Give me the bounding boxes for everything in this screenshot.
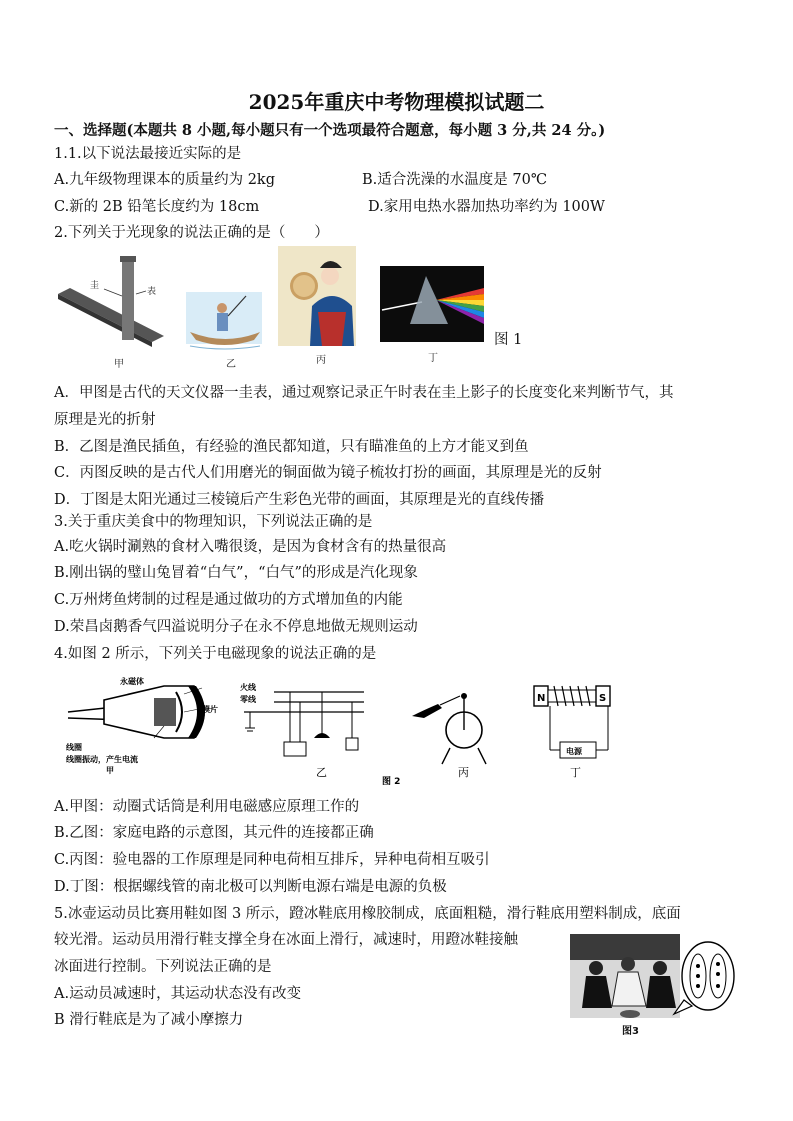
q1-option-d: D.家用电热水器加热功率约为 100W (368, 199, 605, 215)
q3-stem: 3.关于重庆美食中的物理知识，下列说法正确的是 (54, 514, 373, 530)
section-heading: 一、选择题(本题共 8 小题,每小题只有一个选项最符合题意，每小题 3 分,共 24 分。) (54, 122, 606, 139)
q2-option-b: B．乙图是渔民插鱼，有经验的渔民都知道，只有瞄准鱼的上方才能叉到鱼 (54, 439, 529, 455)
fig1-label-jia: 甲 (114, 359, 124, 370)
fig2-label-ding: 丁 (570, 766, 581, 779)
figure-2 (64, 672, 624, 790)
q3-option-c: C.万州烤鱼烤制的过程是通过做功的方式增加鱼的内能 (54, 592, 403, 608)
curling-illustration (570, 934, 736, 1034)
q1-option-a: A.九年级物理课本的质量约为 2kg (54, 172, 275, 188)
gnomon-illustration (58, 256, 164, 347)
fisherman-illustration (186, 292, 262, 349)
q2-option-a-line1: A．甲图是古代的天文仪器一圭表，通过观察记录正午时表在圭上影子的长度变化来判断节气，其 (54, 385, 674, 401)
magnet-label: 永磁体 (120, 677, 144, 686)
figure-3-caption: 图3 (622, 1026, 639, 1037)
q4-stem: 4.如图 2 所示，下列关于电磁现象的说法正确的是 (54, 646, 377, 662)
gui-label: 圭 (90, 281, 100, 291)
membrane-label: 膜片 (202, 705, 218, 714)
q4-option-c: C.丙图：验电器的工作原理是同种电荷相互排斥，异种电荷相互吸引 (54, 852, 490, 868)
figure-1-caption: 图 1 (494, 332, 523, 348)
figure-3 (570, 934, 736, 1034)
q2-option-c: C．丙图反映的是古代人们用磨光的铜面做为镜子梳妆打扮的画面，其原理是光的反射 (54, 465, 602, 481)
fig2-label-jia: 甲 (106, 766, 114, 775)
q1-stem: 1.1.以下说法最接近实际的是 (54, 146, 242, 162)
solenoid-s-label: S (599, 693, 607, 704)
fig2-label-yi: 乙 (316, 766, 327, 779)
figure-2-illustrations (64, 672, 624, 790)
household-circuit-illustration (244, 692, 364, 756)
q5-option-b: B 滑行鞋底是为了减小摩擦力 (54, 1012, 244, 1028)
q5-stem-line3: 冰面进行控制。下列说法正确的是 (54, 959, 272, 975)
q2-option-a-line2: 原理是光的折射 (54, 412, 156, 428)
prism-illustration (380, 266, 484, 342)
q5-stem-line2: 较光滑。运动员用滑行鞋支撑全身在冰面上滑行，减速时，用蹬冰鞋接触 (54, 932, 518, 948)
fig2-label-bing: 丙 (458, 766, 469, 779)
solenoid-n-label: N (537, 693, 546, 704)
q3-option-a: A.吃火锅时涮熟的食材入嘴很烫，是因为食材含有的热量很高 (54, 539, 447, 555)
fire-wire-label: 火线 (240, 683, 256, 692)
q3-option-b: B.刚出锅的璧山兔冒着“白气”，“白气”的形成是汽化现象 (54, 565, 418, 581)
page-title: 2025年重庆中考物理模拟试题二 (248, 90, 545, 114)
fig1-label-ding: 丁 (428, 353, 438, 364)
fig1-label-bing: 丙 (316, 355, 326, 366)
q2-option-d: D．丁图是太阳光通过三棱镜后产生彩色光带的画面，其原理是光的直线传播 (54, 492, 545, 508)
figure-2-caption: 图 2 (382, 777, 401, 787)
q4-option-a: A.甲图：动圈式话筒是利用电磁感应原理工作的 (54, 799, 360, 815)
q2-stem: 2.下列关于光现象的说法正确的是（ ） (54, 225, 329, 241)
q5-stem-line1: 5.冰壶运动员比赛用鞋如图 3 所示，蹬冰鞋底用橡胶制成，底面粗糙，滑行鞋底用塑料制成，底面 (54, 906, 681, 922)
q1-option-b: B.适合洗澡的水温度是 70℃ (362, 172, 548, 188)
figure-1-illustrations (56, 246, 506, 372)
q3-option-d: D.荣昌卤鹅香气四溢说明分子在永不停息地做无规则运动 (54, 619, 418, 635)
q4-option-d: D.丁图：根据螺线管的南北极可以判断电源右端是电源的负极 (54, 879, 447, 895)
microphone-illustration (68, 686, 214, 738)
q1-option-c: C.新的 2B 铅笔长度约为 18cm (54, 199, 260, 215)
zero-wire-label: 零线 (240, 695, 256, 704)
fig1-label-yi: 乙 (226, 359, 236, 370)
ancient-lady-illustration (278, 246, 356, 346)
coil-label: 线圈 (66, 743, 82, 752)
power-source-label: 电源 (566, 747, 582, 756)
biao-label: 表 (147, 287, 157, 297)
figure-1 (56, 246, 506, 372)
q5-option-a: A.运动员减速时，其运动状态没有改变 (54, 986, 302, 1002)
electroscope-illustration (412, 693, 486, 764)
q4-option-b: B.乙图：家庭电路的示意图，其元件的连接都正确 (54, 825, 374, 841)
microphone-caption: 线圈振动，产生电流 (66, 755, 138, 764)
